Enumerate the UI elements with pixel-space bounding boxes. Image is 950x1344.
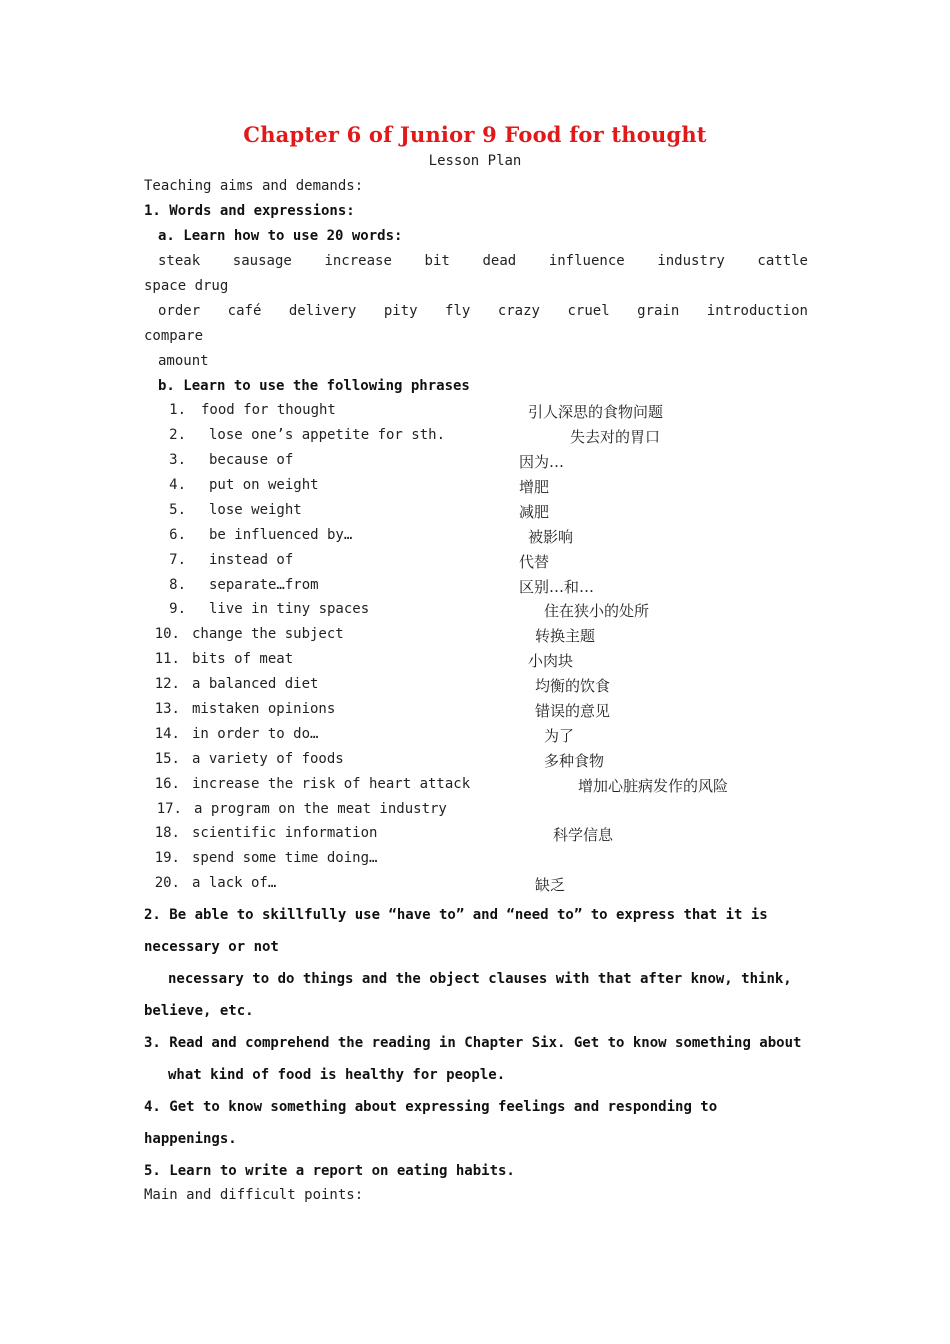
word: bit <box>424 253 450 269</box>
phrase-number: 4. <box>169 477 186 493</box>
point-3-line-2: what kind of food is healthy for people. <box>168 1067 506 1083</box>
word: crazy <box>497 303 540 319</box>
phrase-chinese: 增加心脏病发作的风险 <box>578 777 729 795</box>
word: cruel <box>567 303 610 319</box>
point-2-line-4: believe, etc. <box>144 1003 254 1019</box>
phrase-number: 12. <box>154 676 180 692</box>
phrase-chinese: 区别…和… <box>519 578 595 596</box>
point-2-line-2: necessary or not <box>144 939 279 955</box>
phrase-english: a lack of… <box>192 875 277 891</box>
word: order <box>158 303 201 319</box>
phrase-chinese: 错误的意见 <box>535 702 611 720</box>
point-4-line-2: happenings. <box>144 1131 237 1147</box>
main-points-heading: Main and difficult points: <box>144 1187 364 1203</box>
phrase-number: 6. <box>169 527 186 543</box>
word: dead <box>482 253 517 269</box>
phrase-number: 11. <box>154 651 180 667</box>
document-subtitle: Lesson Plan <box>428 153 522 169</box>
phrase-english: change the subject <box>192 626 344 642</box>
word: sausage <box>232 253 292 269</box>
word: steak <box>158 253 201 269</box>
phrase-english: put on weight <box>209 477 319 493</box>
point-3-line-1: 3. Read and comprehend the reading in Chapter Six. Get to know something about <box>144 1035 802 1051</box>
phrase-number: 15. <box>154 751 180 767</box>
words-row-3: amount <box>158 353 209 369</box>
phrase-chinese: 科学信息 <box>553 826 614 844</box>
phrase-english: instead of <box>209 552 294 568</box>
phrase-number: 18. <box>154 825 180 841</box>
phrase-english: a balanced diet <box>192 676 319 692</box>
word: fly <box>445 303 471 319</box>
phrase-english: spend some time doing… <box>192 850 378 866</box>
word: café <box>227 303 262 319</box>
section-1b-heading: b. Learn to use the following phrases <box>158 378 470 394</box>
document-title: Chapter 6 of Junior 9 Food for thought <box>243 122 707 147</box>
phrase-english: be influenced by… <box>209 527 353 543</box>
teaching-aims-heading: Teaching aims and demands: <box>144 178 364 194</box>
phrase-english: live in tiny spaces <box>209 601 370 617</box>
word: influence <box>548 253 625 269</box>
word: introduction <box>706 303 808 319</box>
phrase-number: 5. <box>169 502 186 518</box>
phrase-number: 1. <box>169 402 186 418</box>
word: pity <box>383 303 418 319</box>
phrase-chinese: 转换主题 <box>535 627 596 645</box>
phrase-chinese: 减肥 <box>519 503 550 521</box>
phrase-english: because of <box>209 452 294 468</box>
phrase-chinese: 均衡的饮食 <box>535 677 611 695</box>
point-2-line-3: necessary to do things and the object clauses with that after know, think, <box>168 971 792 987</box>
phrase-chinese: 住在狭小的处所 <box>544 602 650 620</box>
words-row-1 <box>158 253 808 269</box>
phrase-number: 3. <box>169 452 186 468</box>
phrase-english: separate…from <box>209 577 319 593</box>
phrase-number: 20. <box>154 875 180 891</box>
section-1-heading: 1. Words and expressions: <box>144 203 355 219</box>
phrase-chinese: 缺乏 <box>535 876 566 894</box>
phrase-english: increase the risk of heart attack <box>192 776 471 792</box>
phrase-english: a variety of foods <box>192 751 344 767</box>
phrase-number: 19. <box>154 850 180 866</box>
phrase-number: 9. <box>169 601 186 617</box>
phrase-chinese: 因为… <box>519 453 565 471</box>
phrase-number: 2. <box>169 427 186 443</box>
phrase-number: 8. <box>169 577 186 593</box>
words-row-2 <box>158 303 808 319</box>
phrase-chinese: 小肉块 <box>528 652 574 670</box>
point-5-line-1: 5. Learn to write a report on eating habits. <box>144 1163 515 1179</box>
words-row-2-wrap: compare <box>144 328 204 344</box>
word: industry <box>657 253 725 269</box>
phrase-chinese: 代替 <box>519 553 550 571</box>
phrase-english: food for thought <box>201 402 336 418</box>
phrase-english: lose one’s appetite for sth. <box>209 427 446 443</box>
phrase-number: 16. <box>154 776 180 792</box>
phrase-number: 10. <box>154 626 180 642</box>
phrase-number: 7. <box>169 552 186 568</box>
word: delivery <box>288 303 357 319</box>
phrase-english: in order to do… <box>192 726 319 742</box>
phrase-english: lose weight <box>209 502 302 518</box>
phrase-chinese: 多种食物 <box>544 752 605 770</box>
phrase-number: 14. <box>154 726 180 742</box>
phrase-chinese: 为了 <box>544 727 575 745</box>
word: grain <box>637 303 680 319</box>
phrase-chinese: 引人深思的食物问题 <box>528 403 664 421</box>
phrase-chinese: 被影响 <box>528 528 574 546</box>
phrase-english: a program on the meat industry <box>194 801 447 817</box>
word: cattle <box>757 253 808 269</box>
phrase-english: scientific information <box>192 825 378 841</box>
phrase-number: 13. <box>154 701 180 717</box>
phrase-chinese: 失去对的胃口 <box>570 428 661 446</box>
point-4-line-1: 4. Get to know something about expressing feelings and responding to <box>144 1099 718 1115</box>
words-row-1-wrap: space drug <box>144 278 229 294</box>
point-2-line-1: 2. Be able to skillfully use “have to” and “need to” to express that it is <box>144 907 768 923</box>
phrase-chinese: 增肥 <box>519 478 550 496</box>
phrase-english: bits of meat <box>192 651 294 667</box>
phrase-english: mistaken opinions <box>192 701 336 717</box>
phrase-number: 17. <box>156 801 182 817</box>
section-1a-heading: a. Learn how to use 20 words: <box>158 228 403 244</box>
word: increase <box>324 253 392 269</box>
